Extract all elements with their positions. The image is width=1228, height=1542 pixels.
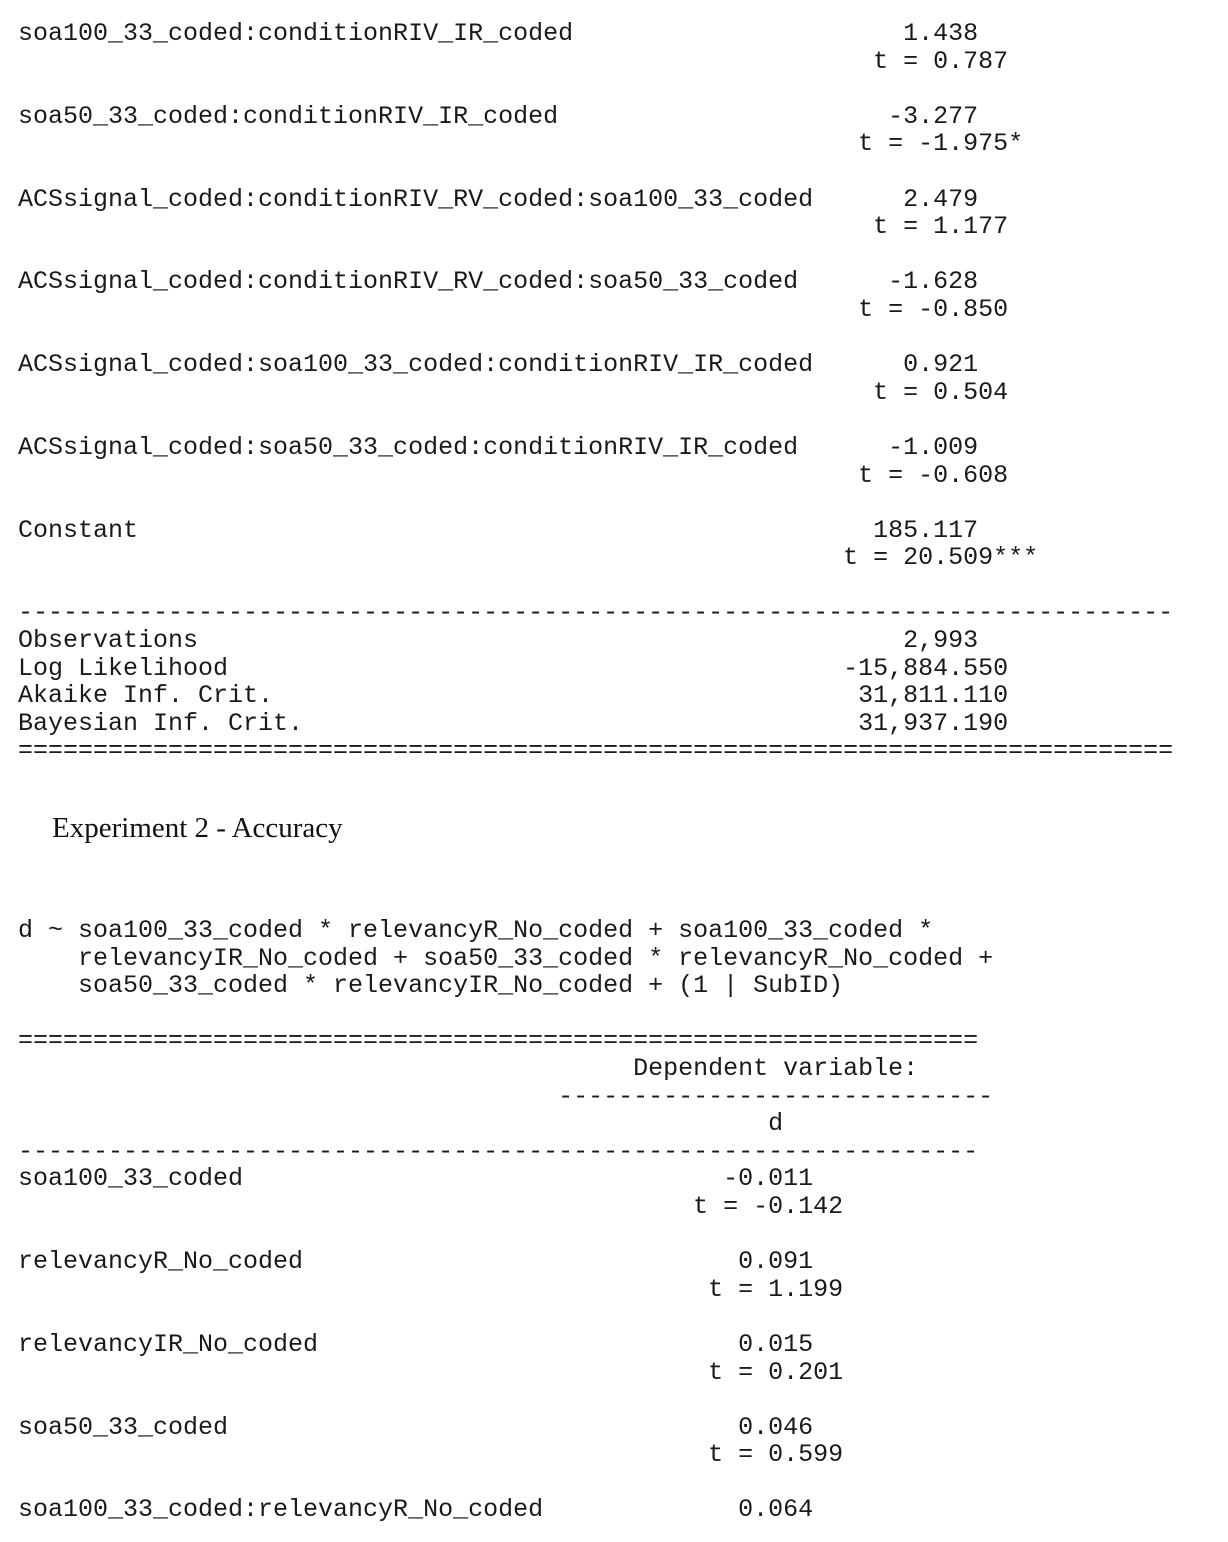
table-line: t = 0.787 — [18, 46, 1009, 76]
table-line: ACSsignal_coded:conditionRIV_RV_coded:soa100_33_coded 2.479 — [18, 184, 979, 214]
table-line: soa100_33_coded -0.011 — [18, 1164, 814, 1194]
table-line — [18, 406, 1173, 434]
table-line — [18, 158, 1173, 186]
table-line: soa50_33_coded:conditionRIV_IR_coded -3.277 — [18, 101, 979, 131]
table-line: soa50_33_coded 0.046 — [18, 1412, 814, 1442]
table-line: d — [18, 1109, 784, 1139]
table-line — [18, 324, 1173, 352]
table-line: Constant 185.117 — [18, 515, 979, 545]
table-line: relevancyR_No_coded 0.091 — [18, 1247, 814, 1277]
table-line: Bayesian Inf. Crit. 31,937.190 — [18, 708, 1009, 738]
table-line — [18, 1469, 993, 1497]
table-line — [18, 75, 1173, 103]
table-line — [18, 1386, 993, 1414]
table-line: ================================================================ — [18, 1026, 979, 1056]
table-line: ACSsignal_coded:soa100_33_coded:conditionRIV_IR_coded 0.921 — [18, 350, 979, 380]
table-line: ---------------------------------------------------------------- — [18, 1136, 979, 1166]
table-line: ----------------------------------------------------------------------------- — [18, 598, 1174, 628]
table-line: relevancyIR_No_coded + soa50_33_coded * relevancyR_No_coded + — [18, 943, 994, 973]
table-line: ============================================================================= — [18, 736, 1174, 766]
table-line: Log Likelihood -15,884.550 — [18, 653, 1009, 683]
table-line: Akaike Inf. Crit. 31,811.110 — [18, 681, 1009, 711]
table-line — [18, 1000, 993, 1028]
accuracy-regression-table — [18, 917, 993, 1524]
table-line: d ~ soa100_33_coded * relevancyR_No_coded + soa100_33_coded * — [18, 916, 934, 945]
table-line: ACSsignal_coded:soa50_33_coded:conditionRIV_IR_coded -1.009 — [18, 432, 979, 462]
table-line — [18, 241, 1173, 269]
table-line: t = 1.199 — [18, 1274, 844, 1304]
table-line: t = -0.142 — [18, 1191, 844, 1221]
table-line: t = -1.975* — [18, 129, 1024, 159]
table-line: Observations 2,993 — [18, 626, 979, 656]
table-line: t = 0.504 — [18, 377, 1009, 407]
table-line — [18, 572, 1173, 600]
table-line: t = 1.177 — [18, 212, 1009, 242]
table-line: t = 0.201 — [18, 1357, 844, 1387]
table-line: t = -0.608 — [18, 460, 1009, 490]
table-line: relevancyIR_No_coded 0.015 — [18, 1329, 814, 1359]
table-line: t = 0.599 — [18, 1440, 844, 1470]
table-line: t = -0.850 — [18, 294, 1009, 324]
table-line: soa100_33_coded:conditionRIV_IR_coded 1.438 — [18, 19, 979, 48]
regression-table-continued — [18, 20, 1173, 765]
table-line — [18, 1303, 993, 1331]
table-line: soa100_33_coded:relevancyR_No_coded 0.064 — [18, 1495, 814, 1525]
table-line: t = 20.509*** — [18, 543, 1039, 573]
table-line: Dependent variable: — [18, 1053, 919, 1083]
table-line: soa50_33_coded * relevancyIR_No_coded + (1 | SubID) — [18, 971, 844, 1001]
table-line — [18, 489, 1173, 517]
table-line — [18, 1221, 993, 1249]
table-line: ACSsignal_coded:conditionRIV_RV_coded:soa50_33_coded -1.628 — [18, 267, 979, 297]
table-line: ----------------------------- — [18, 1081, 994, 1111]
section-heading: Experiment 2 - Accuracy — [52, 812, 343, 844]
